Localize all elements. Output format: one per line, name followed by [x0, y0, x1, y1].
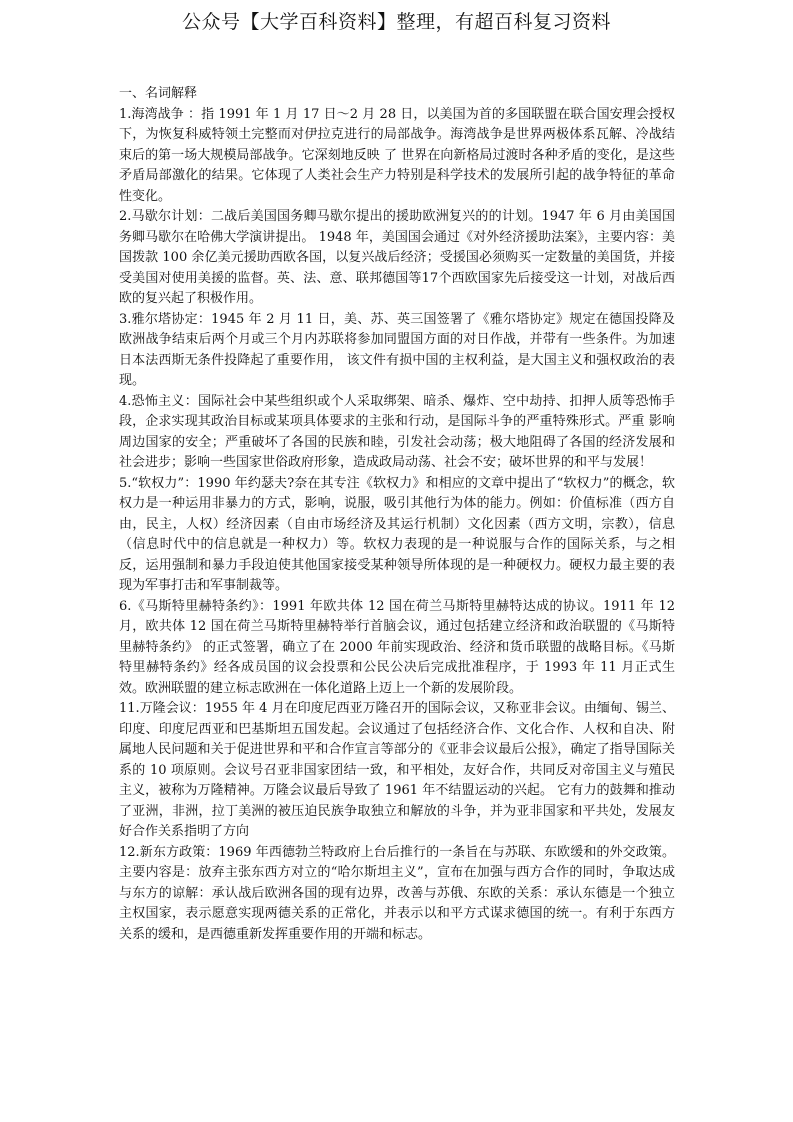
- entry-gulf-war: 1.海湾战争 ：指 1991 年 1 月 17 日～2 月 28 日，以美国为首的多国联盟在联合国安理会授权下，为恢复科威特领土完整而对伊拉克进行的局部战争。海湾战争是世界两极体系瓦解、冷战结束后的第一场大规模局部战争。它深刻地反映 了 世界在向新格局过渡时各种矛盾的变化，是这些矛盾局部激化的结果。它体现了人类社会生产力特别是科学技术的发展所引起的战争特征的革命性变化。: [119, 106, 675, 204]
- entry-yalta-agreement: 3.雅尔塔协定：1945 年 2 月 11 日，美、苏、英三国签署了《雅尔塔协定》规定在德国投降及欧洲战争结束后两个月或三个月内苏联将参加同盟国方面的对日作战，并带有一些条件。为加速日本法西斯无条件投降起了重要作用， 该文件有损中国的主权利益，是大国主义和强权政治的表现。: [119, 311, 675, 388]
- entry-bandung-conference: 11.万隆会议：1955 年 4 月在印度尼西亚万隆召开的国际会议，又称亚非会议。由缅甸、锡兰、印度、印度尼西亚和巴基斯坦五国发起。会议通过了包括经济合作、文化合作、人权和自决、附属地人民问题和关于促进世界和平和合作宣言等部分的《亚非会议最后公报》，确定了指导国际关系的 10 项原则。会议号召亚非国家团结一致，和平相处，友好合作，共同反对帝国主义与殖民主义，被称为万隆精神。万隆会议最后导致了 1961 年不结盟运动的兴起。 它有力的鼓舞和推动了亚洲，非洲，拉丁美洲的被压迫民族争取独立和解放的斗争，并为亚非国家和平共处，发展友好合作关系指明了方向: [119, 701, 675, 839]
- entry-terrorism: 4.恐怖主义：国际社会中某些组织或个人采取绑架、暗杀、爆炸、空中劫持、扣押人质等恐怖手段，企求实现其政治目标或某项具体要求的主张和行动，是国际斗争的严重特殊形式。严重 影响周边国家的安全；严重破坏了各国的民族和睦，引发社会动荡；极大地阻碍了各国的经济发展和社会进步；影响一些国家世俗政府形象，造成政局动荡、社会不安；破坏世界的和平与发展！: [119, 393, 675, 470]
- entry-ostpolitik: 12.新东方政策：1969 年西德勃兰特政府上台后推行的一条旨在与苏联、东欧缓和的外交政策。主要内容是：放弃主张东西方对立的“哈尔斯坦主义”，宣布在加强与西方合作的同时，争取达成与东方的谅解：承认战后欧洲各国的现有边界，改善与苏俄、东欧的关系：承认东德是一个独立主权国家，表示愿意实现两德关系的正常化，并表示以和平方式谋求德国的统一。有利于东西方关系的缓和，是西德重新发挥重要作用的开端和标志。: [119, 844, 675, 942]
- page-header-title: 公众号【大学百科资料】整理，有超百科复习资料: [181, 11, 611, 33]
- entry-maastricht-treaty: 6.《马斯特里赫特条约》：1991 年欧共体 12 国在荷兰马斯特里赫特达成的协议。1911 年 12 月，欧共体 12 国在荷兰马斯特里赫特举行首脑会议，通过包括建立经济和政治联盟的《马斯特里赫特条约》 的正式签署，确立了在 2000 年前实现政治、经济和货币联盟的战略目标。《马斯特里赫特条约》经各成员国的议会投票和公民公决后完成批准程序，于 1993 年 11 月正式生效。欧洲联盟的建立标志欧洲在一体化道路上迈上一个新的发展阶段。: [119, 598, 675, 696]
- document-body: [119, 84, 675, 945]
- entry-soft-power: 5.“软权力”：1990 年约瑟夫?奈在其专注《软权力》和相应的文章中提出了“软权力”的概念，软权力是一种运用非暴力的方式，影响，说服，吸引其他行为体的能力。例如：价值标准（西方自由，民主，人权）经济因素（自由市场经济及其运行机制）文化因素（西方文明，宗教），信息（信息时代中的信息就是一种权力）等。软权力表现的是一种说服与合作的国际关系，与之相反，运用强制和暴力手段迫使其他国家接受某种领导所体现的是一种硬权力。硬权力最主要的表现为军事打击和军事制裁等。: [119, 475, 675, 593]
- entry-marshall-plan: 2.马歇尔计划：二战后美国国务卿马歇尔提出的援助欧洲复兴的的计划。1947 年 6 月由美国国务卿马歇尔在哈佛大学演讲提出。 1948 年，美国国会通过《对外经济援助法案》，主要内容：美国拨款 100 余亿美元援助西欧各国，以复兴战后经济；受援国必须购买一定数量的美国货，并接受美国对使用美援的监督。英、法、意、联邦德国等17个西欧国家先后接受这一计划，对战后西欧的复兴起了积极作用。: [119, 209, 675, 306]
- section-heading: 一、名词解释: [119, 86, 198, 101]
